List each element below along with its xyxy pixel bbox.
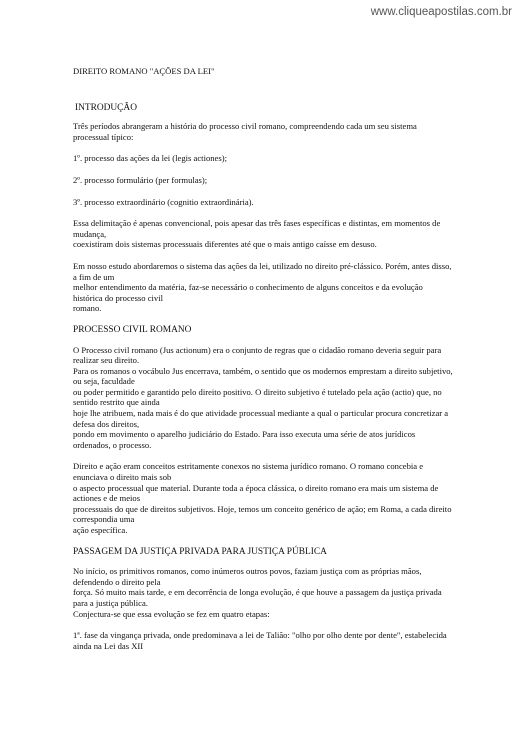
text-line: defesa dos direitos, — [73, 418, 140, 429]
text-line: mudança, — [73, 228, 107, 239]
text-line: 1ª. fase da vingança privada, onde predominava a lei de Talião: "olho por olho dente por dente", estabelecida — [73, 630, 447, 641]
paragraph — [73, 345, 473, 451]
text-line: 3º. processo extraordinário (cognitio extraordinária). — [73, 196, 254, 207]
paragraph — [73, 218, 473, 250]
text-line: Três períodos abrangeram a história do processo civil romano, compreendendo cada um seu sistema — [73, 121, 417, 132]
paragraph — [73, 153, 473, 164]
text-line: Para os romanos o vocábulo Jus encerrava, também, o sentido que os modernos emprestam a direito subjetivo, — [73, 365, 453, 376]
text-line: sentido restrito que ainda — [73, 397, 160, 408]
text-line: correspondia uma — [73, 514, 135, 525]
text-line: ou poder permitido e garantido pelo direito positivo. O direito subjetivo é tutelado pela ação (actio) que, no — [73, 386, 442, 397]
text-line: defendendo o direito pela — [73, 576, 161, 587]
text-line: No início, os primitivos romanos, como inúmeros outros povos, faziam justiça com as próprias mãos, — [73, 566, 422, 577]
document-body — [73, 66, 473, 662]
section-heading-processo-civil: PROCESSO CIVIL ROMANO — [73, 324, 192, 335]
section-heading-passagem: PASSAGEM DA JUSTIÇA PRIVADA PARA JUSTIÇA PÚBLICA — [73, 546, 327, 557]
site-url: www.cliqueapostilas.com.br — [370, 6, 512, 18]
paragraph — [73, 461, 473, 535]
text-line: ação específica. — [73, 525, 128, 535]
text-line: Em nosso estudo abordaremos o sistema das ações da lei, utilizado no direito pré-clássico. Porém, antes disso, — [73, 260, 452, 271]
section-heading-intro: INTRODUÇÃO — [75, 102, 137, 113]
text-line: melhor entendimento da matéria, faz-se necessário o conhecimento de alguns conceitos e da evolução — [73, 282, 423, 293]
text-line: histórica do processo civil — [73, 292, 163, 303]
text-line: Conjectura-se que essa evolução se fez em quatro etapas: — [73, 608, 270, 619]
text-line: coexistiram dois sistemas processuais diferentes até que o mais antigo caísse em desuso. — [73, 239, 377, 250]
text-line: actiones e de meios — [73, 493, 141, 504]
paragraph — [73, 197, 473, 208]
paragraph — [73, 261, 473, 314]
text-line: enunciava o direito mais sob — [73, 472, 172, 483]
text-line: pondo em movimento o aparelho judiciário do Estado. Para isso executa uma série de atos jurídicos — [73, 429, 416, 440]
text-line: a fim de um — [73, 271, 115, 282]
text-line: Direito e ação eram conceitos estritamente conexos no sistema jurídico romano. O romano concebia e — [73, 461, 424, 472]
paragraph — [73, 121, 473, 142]
paragraph — [73, 175, 473, 186]
text-line: Essa delimitação é apenas convencional, pois apesar das três fases específicas e distintas, em momentos de — [73, 218, 441, 229]
text-line: 1º. processo das ações da lei (legis actiones); — [73, 153, 227, 164]
text-line: ainda na Lei das XII — [73, 640, 144, 651]
text-line: ordenados, o processo. — [73, 439, 152, 450]
text-line: o aspecto processual que material. Durante toda a época clássica, o direito romano era mais um sistema de — [73, 482, 439, 493]
text-line: realizar seu direito. — [73, 355, 140, 366]
text-line: 2º. processo formulário (per formulas); — [73, 174, 208, 185]
text-line: processual típico: — [73, 131, 134, 142]
text-line: para a justiça pública. — [73, 597, 148, 608]
text-line: romano. — [73, 303, 102, 314]
document-title: DIREITO ROMANO "AÇÕES DA LEI" — [73, 66, 215, 76]
text-line: O Processo civil romano (Jus actionum) era o conjunto de regras que o cidadão romano deveria seguir para — [73, 344, 442, 355]
text-line: hoje lhe atribuem, nada mais é do que atividade processual mediante a qual o particular procura concretizar a — [73, 408, 449, 419]
paragraph — [73, 566, 473, 619]
paragraph — [73, 630, 473, 651]
text-line: ou seja, faculdade — [73, 376, 135, 387]
text-line: processuais do que de direitos subjetivos. Hoje, temos um conceito genérico de ação; em Roma, a cada direito — [73, 503, 452, 514]
text-line: força. Só muito mais tarde, e em decorrência de longa evolução, é que houve a passagem da justiça privada — [73, 587, 442, 598]
